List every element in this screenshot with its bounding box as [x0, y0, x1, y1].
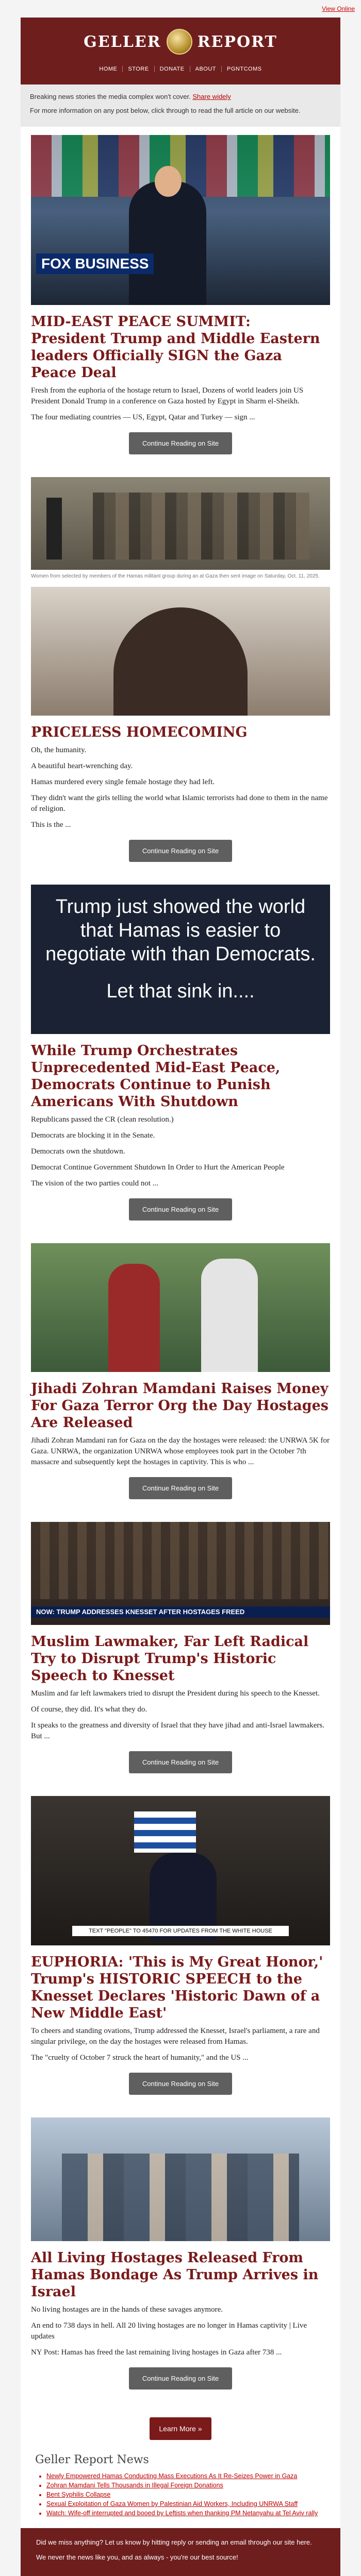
- notice-line-2: For more information on any post below, click through to read the full article on our website.: [30, 107, 301, 114]
- article-2-paragraph-3: Hamas murdered every single female hostage they had left.: [31, 778, 215, 786]
- article-3-paragraph-3: Democrats own the shutdown.: [31, 1147, 125, 1156]
- article-3-paragraph-4: Democrat Continue Government Shutdown In Order to Hurt the American People: [31, 1163, 285, 1172]
- hostages-group: [62, 2154, 299, 2241]
- runner-1-figure: [108, 1264, 160, 1372]
- nav-about[interactable]: ABOUT: [190, 66, 222, 72]
- article-7: [21, 2109, 340, 2404]
- news-list: [35, 2471, 326, 2518]
- share-widely-link[interactable]: Share widely: [192, 93, 231, 100]
- continue-reading-button-1[interactable]: Continue Reading on Site: [129, 432, 232, 454]
- footer-message: [21, 2528, 340, 2576]
- article-5-headline[interactable]: Muslim Lawmaker, Far Left Radical Try to Disrupt Trump's Historic Speech to Knesset: [31, 1634, 309, 1684]
- notice-line-1: [30, 92, 331, 101]
- article-3: [21, 876, 340, 1235]
- article-3-paragraph-1: Republicans passed the CR (clean resolution.): [31, 1115, 174, 1124]
- learn-more-button[interactable]: Learn More »: [150, 2417, 211, 2440]
- nav-home[interactable]: HOME: [94, 66, 123, 72]
- article-6-paragraph-2: The "cruelty of October 7 struck the heart of humanity," and the US ...: [31, 2054, 249, 2062]
- article-1-image[interactable]: [31, 135, 330, 305]
- article-1-paragraph-1: Fresh from the euphoria of the hostage return to Israel, Dozens of world leaders join US President Donald Trump in a conference on Gaza hosted by Egypt in Sharm el-Sheikh.: [31, 386, 304, 405]
- article-5-paragraph-1: Muslim and far left lawmakers tried to disrupt the President during his speech to the Knesset.: [31, 1689, 320, 1698]
- article-2-paragraph-4: They didn't want the girls telling the world what Islamic terrorists had done to them in the name of religion.: [31, 794, 328, 813]
- article-3-image-text: Trump just showed the world that Hamas is easier to negotiate with than Democrats.: [45, 896, 316, 965]
- article-2-paragraph-2: A beautiful heart-wrenching day.: [31, 762, 133, 770]
- article-6-image-ticker: TEXT "PEOPLE" TO 45470 FOR UPDATES FROM THE WHITE HOUSE: [72, 1926, 289, 1936]
- article-2-paragraph-5: This is the ...: [31, 821, 71, 829]
- article-6: [21, 1788, 340, 2109]
- email-body: [21, 18, 340, 2576]
- article-3-headline[interactable]: While Trump Orchestrates Unprecedented Mid-East Peace, Democrats Continue to Punish Americans With Shutdown: [31, 1043, 281, 1110]
- article-4: [21, 1235, 340, 1514]
- logo-word-right: REPORT: [197, 32, 277, 51]
- article-3-paragraph-2: Democrats are blocking it in the Senate.: [31, 1131, 155, 1140]
- article-2: [21, 469, 340, 876]
- nav-pgntcoms[interactable]: PGNTCOMS: [227, 66, 262, 72]
- nav-store[interactable]: STORE: [123, 66, 154, 72]
- news-section: [21, 2450, 340, 2528]
- continue-reading-button-5[interactable]: Continue Reading on Site: [129, 1751, 232, 1773]
- article-3-image-subtext: Let that sink in....: [106, 980, 255, 1002]
- logo-seal-icon: [167, 29, 192, 55]
- article-2-caption: Women from selected by members of the Hamas militant group during an at Gaza then sent image on Saturday, Oct. 11, 2025.: [31, 573, 320, 579]
- notice-text-1: Breaking news stories the media complex won't cover.: [30, 93, 191, 100]
- article-2-paragraph-1: Oh, the humanity.: [31, 746, 87, 754]
- continue-reading-button-3[interactable]: Continue Reading on Site: [129, 1198, 232, 1221]
- continue-reading-button-7[interactable]: Continue Reading on Site: [129, 2367, 232, 2389]
- article-5: [21, 1514, 340, 1788]
- news-item[interactable]: • Watch: Wife-off interrupted and booed by Leftists when thanking PM Netanyahu at Tel Aviv rally: [46, 2509, 326, 2518]
- article-6-headline[interactable]: EUPHORIA: 'This is My Great Honor,' Trump's HISTORIC SPEECH to the Knesset Declares 'Historic Dawn of a New Middle East': [31, 1954, 323, 2021]
- article-2-headline[interactable]: PRICELESS HOMECOMING: [31, 724, 248, 740]
- article-5-paragraph-3: It speaks to the greatness and diversity of Israel that they have jihad and anti-Israel lawmakers. But ...: [31, 1721, 324, 1740]
- article-4-image[interactable]: [31, 1243, 330, 1372]
- intro-notice: [21, 84, 340, 127]
- article-2-photo[interactable]: [31, 587, 330, 716]
- top-bar: [0, 0, 361, 18]
- article-1-paragraph-2: The four mediating countries — US, Egypt, Qatar and Turkey — sign ...: [31, 413, 255, 421]
- article-3-image[interactable]: [31, 885, 330, 1034]
- news-item[interactable]: • Bent Syphilis Collapse: [46, 2490, 326, 2499]
- header-nav: [21, 62, 340, 76]
- logo-word-left: GELLER: [84, 32, 161, 51]
- article-7-paragraph-3: NY Post: Hamas has freed the last remaining living hostages in Gaza after 738 ...: [31, 2348, 282, 2357]
- article-4-headline[interactable]: Jihadi Zohran Mamdani Raises Money For Gaza Terror Org the Day Hostages Are Released: [31, 1381, 329, 1431]
- person-figure: [113, 607, 248, 716]
- article-5-paragraph-2: Of course, they did. It's what they do.: [31, 1705, 147, 1714]
- news-title: Geller Report News: [35, 2453, 149, 2466]
- footer-paragraph-2: We never the news like you, and as always - you're our best source!: [36, 2553, 238, 2561]
- israel-flag: [134, 1811, 196, 1853]
- knesset-audience: [31, 1522, 330, 1599]
- article-7-headline[interactable]: All Living Hostages Released From Hamas Bondage As Trump Arrives in Israel: [31, 2250, 319, 2300]
- footer-paragraph-1: Did we miss anything? Let us know by hitting reply or sending an email through our site here.: [36, 2538, 312, 2546]
- article-4-paragraph-1: Jihadi Zohran Mamdani ran for Gaza on the day the hostages were released: the UNRWA 5K for Gaza. UNRWA, the organization UNRWA whose employees took part in the October 7th massacre and subsequently kept the hostages in captivity. This is who ...: [31, 1436, 330, 1466]
- article-7-paragraph-1: No living hostages are in the hands of these savages anymore.: [31, 2306, 223, 2314]
- article-1-headline[interactable]: MID-EAST PEACE SUMMIT: President Trump and Middle Eastern leaders Officially SIGN the Gaza Peace Deal: [31, 314, 320, 381]
- fox-business-badge: FOX BUSINESS: [36, 253, 154, 274]
- article-5-banner: NOW: TRUMP ADDRESSES KNESSET AFTER HOSTAGES FREED: [31, 1606, 330, 1618]
- logo[interactable]: [67, 27, 294, 57]
- article-1: [21, 127, 340, 469]
- crowd-scene: [93, 493, 309, 560]
- nav-donate[interactable]: DONATE: [155, 66, 190, 72]
- news-item[interactable]: • Zohran Mamdani Tells Thousands in Illegal Foreign Donations: [46, 2481, 326, 2490]
- video-overlay-text: [46, 498, 62, 560]
- article-2-video-image[interactable]: [31, 477, 330, 570]
- continue-reading-button-6[interactable]: Continue Reading on Site: [129, 2073, 232, 2095]
- article-5-image[interactable]: [31, 1522, 330, 1625]
- article-7-paragraph-2: An end to 738 days in hell. All 20 living hostages are no longer in Hamas captivity | Live updates: [31, 2321, 307, 2341]
- runner-2-figure: [201, 1259, 258, 1372]
- continue-reading-button-4[interactable]: Continue Reading on Site: [129, 1477, 232, 1499]
- news-item[interactable]: • Sexual Exploitation of Gaza Women by Palestinian Aid Workers, Including UNRWA Staff: [46, 2499, 326, 2509]
- header: [21, 18, 340, 84]
- news-item[interactable]: • Newly Empowered Hamas Conducting Mass Executions As It Re-Seizes Power in Gaza: [46, 2471, 326, 2481]
- article-6-image[interactable]: [31, 1796, 330, 1945]
- article-7-image[interactable]: [31, 2117, 330, 2241]
- speaker-head: [155, 166, 182, 197]
- view-online-link[interactable]: View Online: [322, 5, 355, 12]
- continue-reading-button-2[interactable]: Continue Reading on Site: [129, 840, 232, 862]
- article-3-paragraph-5: The vision of the two parties could not ...: [31, 1179, 159, 1188]
- article-6-paragraph-1: To cheers and standing ovations, Trump addressed the Knesset, Israel's parliament, a rare and singular privilege, on the day the hostages were released from Hamas.: [31, 2027, 320, 2046]
- speaker-figure: [129, 181, 206, 305]
